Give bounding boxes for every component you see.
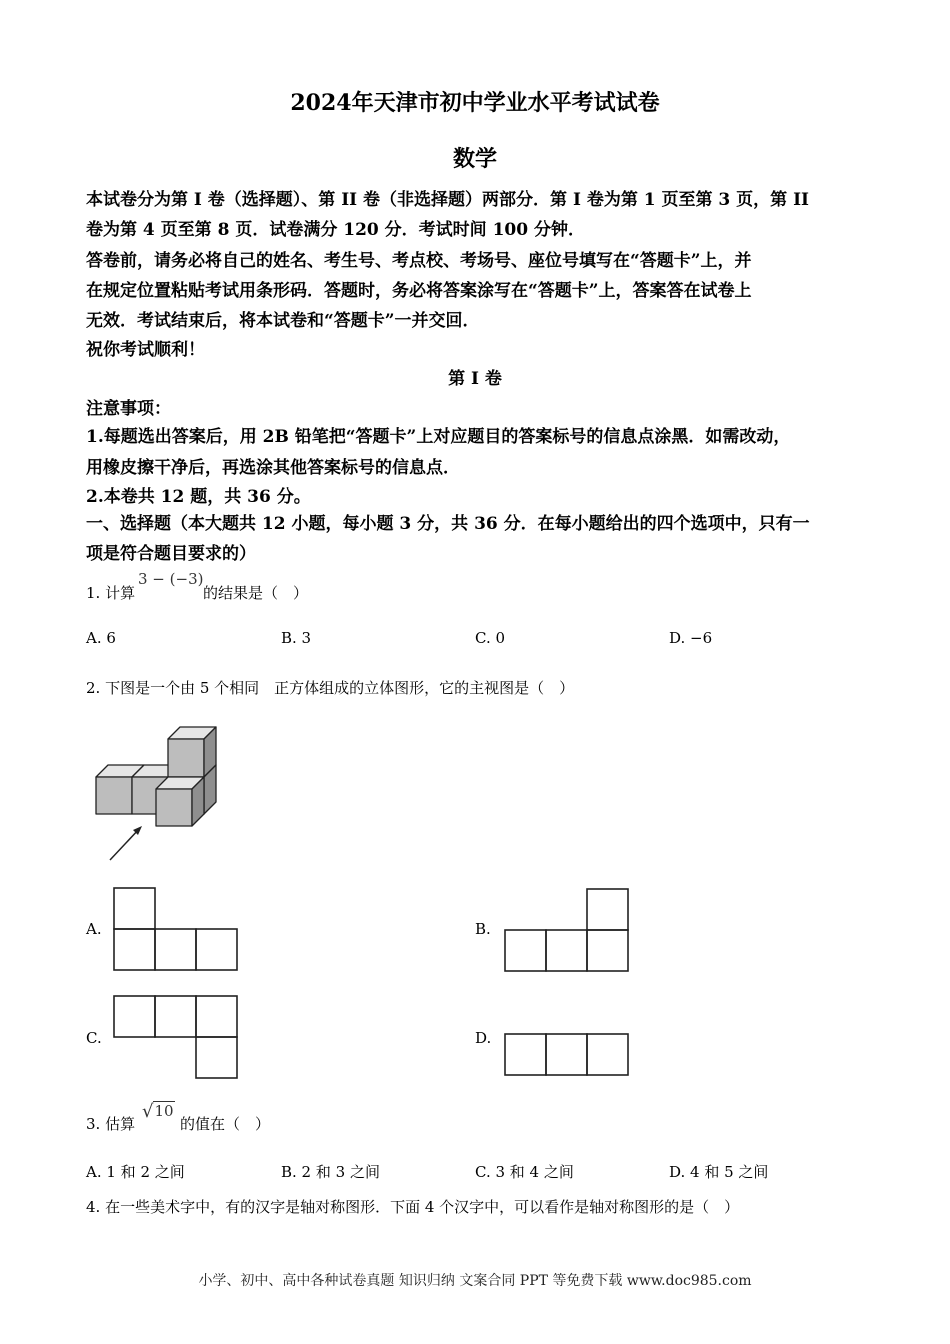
q3-suffix: 的值在（ ） [180,1115,271,1133]
q1-prefix: 1. 计算 [86,584,136,602]
intro-line: 本试卷分为第 I 卷（选择题）、第 II 卷（非选择题）两部分．第 I 卷为第 1 页至第 3 页，第 II [86,190,809,210]
q2-option-c-figure [112,994,240,1082]
q4-text: 4. 在一些美术字中，有的汉字是轴对称图形．下面 4 个汉字中，可以看作是轴对称图形的是（ ） [86,1198,740,1216]
part-heading: 项是符合题目要求的） [86,544,256,564]
note-line: 1.每题选出答案后，用 2B 铅笔把“答题卡”上对应题目的答案标号的信息点涂黑．如需改动， [86,427,791,447]
q2-option-a-figure [112,886,240,974]
q3-radicand: 10 [154,1102,174,1120]
q2-option-b-figure [503,887,631,975]
q3-option-d: D. 4 和 5 之间 [669,1163,769,1181]
note-line: 用橡皮擦干净后，再选涂其他答案标号的信息点． [86,458,460,478]
exam-title: 2024年天津市初中学业水平考试试卷 [290,90,660,116]
q3-sqrt: √10 [142,1101,174,1122]
cube-figure [90,722,230,864]
q3-option-a: A. 1 和 2 之间 [86,1163,185,1181]
intro-line: 在规定位置粘贴考试用条形码．答题时，务必将答案涂写在“答题卡”上，答案答在试卷上 [86,281,752,301]
q3-option-c: C. 3 和 4 之间 [475,1163,574,1181]
q2-text: 2. 下图是一个由 5 个相同 正方体组成的立体图形，它的主视图是（ ） [86,679,575,697]
q3-option-b: B. 2 和 3 之间 [281,1163,380,1181]
note-line: 2.本卷共 12 题，共 36 分。 [86,487,311,507]
notes-label: 注意事项： [86,399,171,419]
q1-expression: 3 − (−3) [138,570,204,588]
q3-prefix: 3. 估算 [86,1115,136,1133]
intro-line: 答卷前，请务必将自己的姓名、考生号、考点校、考场号、座位号填写在“答题卡”上，并 [86,251,752,271]
q1-option-b: B. 3 [281,629,312,647]
intro-line: 卷为第 4 页至第 8 页．试卷满分 120 分．考试时间 100 分钟． [86,220,585,240]
q1-option-c: C. 0 [475,629,506,647]
q2-option-d-figure [503,1032,631,1078]
intro-line: 祝你考试顺利！ [86,340,205,360]
page-footer[interactable]: 小学、初中、高中各种试卷真题 知识归纳 文案合同 PPT 等免费下载 www.doc985.com [198,1273,752,1289]
q1-suffix: 的结果是（ ） [203,584,309,602]
q2-option-a-label: A. [86,920,102,938]
q2-option-c-label: C. [86,1029,102,1047]
intro-line: 无效．考试结束后，将本试卷和“答题卡”一并交回． [86,311,480,331]
q1-option-d: D. −6 [669,629,713,647]
subject-title: 数学 [452,146,497,172]
section-title: 第 I 卷 [448,369,502,389]
q1-option-a: A. 6 [86,629,116,647]
part-heading: 一、选择题（本大题共 12 小题，每小题 3 分，共 36 分．在每小题给出的四个选项中，只有一 [86,514,810,534]
q2-option-d-label: D. [475,1029,492,1047]
q2-option-b-label: B. [475,920,491,938]
